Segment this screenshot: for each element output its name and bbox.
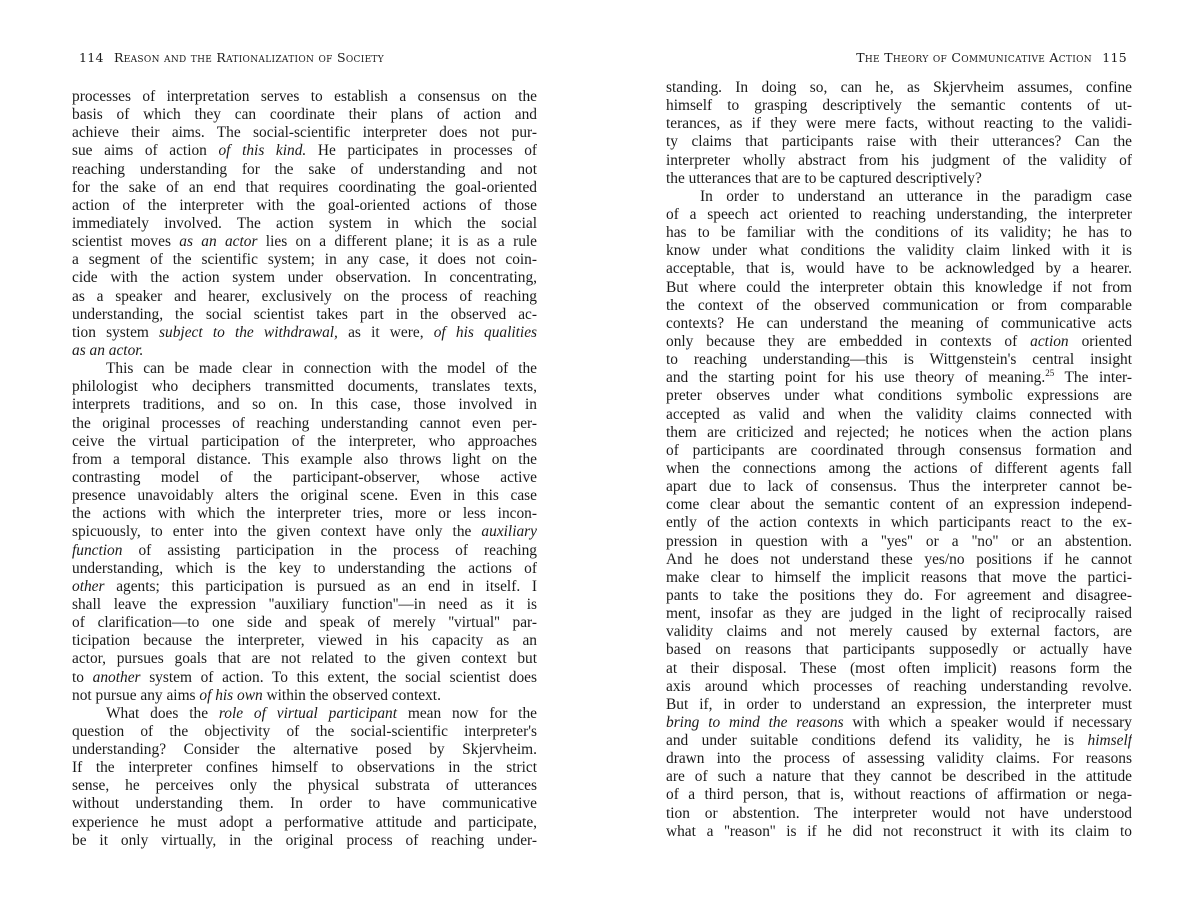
text-line: without understanding them. In order to have communicative — [72, 795, 537, 813]
text-line: ty claims that participants raise with their utterances? Can the — [666, 133, 1132, 151]
right-running-header — [856, 50, 1133, 65]
text-line: philologist who deciphers transmitted documents, translates texts, — [72, 378, 537, 396]
text-line: when the connections among the actions of different agents fall — [666, 459, 1132, 477]
text-line: sue aims of action of this kind. He participates in processes of — [72, 142, 537, 160]
text-line: What does the role of virtual participant mean now for the — [106, 704, 537, 722]
text-line: other agents; this participation is pursued as an end in itself. I — [72, 577, 537, 595]
text-line: the context of the observed communication or from comparable — [666, 296, 1132, 314]
text-line: basis of which they can coordinate their plans of action and — [72, 106, 537, 124]
right-page — [600, 0, 1199, 899]
text-line: of participants are coordinated through consensus formation and — [666, 441, 1132, 459]
text-line: processes of interpretation serves to establish a consensus on the — [72, 88, 537, 105]
text-line: make clear to himself the implicit reasons that move the partici- — [666, 568, 1132, 586]
text-line: himself to grasping descriptively the semantic contents of ut- — [666, 97, 1132, 115]
text-line: of clarification—to one side and speak of merely ''virtual'' par- — [72, 614, 537, 632]
left-running-header — [73, 50, 384, 65]
text-line: ticipation because the interpreter, viewed in his capacity as an — [72, 632, 537, 650]
text-line: what a ''reason'' is if he did not reconstruct it with its claim to — [666, 822, 1132, 840]
text-line: validity claims and not merely caused by external factors, are — [666, 623, 1132, 641]
right-body-text — [666, 79, 1132, 841]
right-page-number: 115 — [1102, 50, 1127, 65]
text-line: understanding? Consider the alternative posed by Skjervheim. — [72, 741, 537, 759]
left-header-title: Reason and the Rationalization of Society — [114, 50, 384, 65]
text-line: And he does not understand these yes/no positions if he cannot — [666, 550, 1132, 568]
text-line: preter observes under what conditions symbolic expressions are — [666, 387, 1132, 405]
text-line: the actions with which the interpreter tries, more or less incon- — [72, 505, 537, 523]
left-body-text — [72, 88, 537, 850]
text-line: as a speaker and hearer, exclusively on the process of reaching — [72, 287, 537, 305]
text-line: and under suitable conditions defend its validity, he is himself — [666, 732, 1132, 750]
text-line: interprets traditions, and so on. In this case, those involved in — [72, 396, 537, 414]
text-line: interpreter wholly abstract from his judgment of the validity of — [666, 151, 1132, 169]
text-line: and the starting point for his use theory of meaning.$^{25}$ The inter- — [666, 369, 1132, 387]
text-line: spicuously, to enter into the given context have only the auxiliary — [72, 523, 537, 541]
text-line: from a temporal distance. This example also throws light on the — [72, 450, 537, 468]
text-line: shall leave the expression ''auxiliary function''—in need as it is — [72, 595, 537, 613]
text-line: pression in question with a ''yes'' or a ''no'' or an abstention. — [666, 532, 1132, 550]
text-line: to reaching understanding—this is Wittgenstein's central insight — [666, 351, 1132, 369]
text-line: tion or abstention. The interpreter would not have understood — [666, 804, 1132, 822]
text-line: cide with the action system under observation. In concentrating, — [72, 269, 537, 287]
text-line: the utterances that are to be captured descriptively? — [666, 169, 982, 187]
text-line: bring to mind the reasons with which a speaker would if necessary — [666, 713, 1132, 731]
text-line: This can be made clear in connection with the model of the — [106, 360, 537, 378]
text-line: standing. In doing so, can he, as Skjervheim assumes, confine — [666, 79, 1132, 96]
text-line: ently of the action contexts in which participants react to the ex- — [666, 514, 1132, 532]
text-line: a segment of the scientific system; in any case, it does not coin- — [72, 251, 537, 269]
text-line: understanding, which is the key to understanding the actions of — [72, 559, 537, 577]
right-header-title: The Theory of Communicative Action — [856, 50, 1092, 65]
text-line: apart due to lack of consensus. Thus the interpreter cannot be- — [666, 478, 1132, 496]
text-line: ceive the virtual participation of the interpreter, who approaches — [72, 432, 537, 450]
text-line: If the interpreter confines himself to observations in the strict — [72, 759, 537, 777]
text-line: has to be familiar with the conditions of its validity; he has to — [666, 224, 1132, 242]
text-line: them are criticized and rejected; he notices when the action plans — [666, 423, 1132, 441]
text-line: achieve their aims. The social-scientific interpreter does not pur- — [72, 124, 537, 142]
text-line: only because they are embedded in contexts of action oriented — [666, 332, 1132, 350]
text-line: function of assisting participation in the process of reaching — [72, 541, 537, 559]
text-line: to another system of action. To this extent, the social scientist does — [72, 668, 537, 686]
text-line: axis around which processes of reaching understanding revolve. — [666, 677, 1132, 695]
text-line: understanding, the social scientist takes part in the observed ac- — [72, 305, 537, 323]
text-line: action of the interpreter with the goal-oriented actions of those — [72, 196, 537, 214]
text-line: ment, insofar as they are judged in the light of reciprocally raised — [666, 605, 1132, 623]
text-line: be it only virtually, in the original process of reaching under- — [72, 831, 537, 849]
text-line: experience he must adopt a performative attitude and participate, — [72, 813, 537, 831]
text-line: presence unavoidably alters the original scene. Even in this case — [72, 487, 537, 505]
text-line: accepted as valid and when the validity claims connected with — [666, 405, 1132, 423]
text-line: the original processes of reaching understanding cannot even per- — [72, 414, 537, 432]
text-line: of a speech act oriented to reaching understanding, the interpreter — [666, 205, 1132, 223]
text-line: as an actor. — [72, 341, 144, 359]
text-line: contrasting model of the participant-observer, whose active — [72, 468, 537, 486]
text-line: based on reasons that participants supposedly or actually have — [666, 641, 1132, 659]
text-line: reaching understanding for the sake of understanding and not — [72, 160, 537, 178]
text-line: tion system subject to the withdrawal, as it were, of his qualities — [72, 323, 537, 341]
text-line: know under what conditions the validity claim linked with it is — [666, 242, 1132, 260]
text-line: sense, he perceives only the physical substrata of utterances — [72, 777, 537, 795]
text-line: for the sake of an end that requires coordinating the goal-oriented — [72, 178, 537, 196]
text-line: of a third person, that is, without reactions of affirmation or nega- — [666, 786, 1132, 804]
text-line: But if, in order to understand an expression, the interpreter must — [666, 695, 1132, 713]
text-line: acceptable, that is, would have to be acknowledged by a hearer. — [666, 260, 1132, 278]
text-line: But where could the interpreter obtain this knowledge if not from — [666, 278, 1132, 296]
text-line: scientist moves as an actor lies on a different plane; it is as a rule — [72, 233, 537, 251]
text-line: come clear about the semantic content of an expression independ- — [666, 496, 1132, 514]
text-line: question of the objectivity of the social-scientific interpreter's — [72, 722, 537, 740]
text-line: at their disposal. These (most often implicit) reasons form the — [666, 659, 1132, 677]
left-page-number: 114 — [79, 50, 104, 65]
text-line: contexts? He can understand the meaning of communicative acts — [666, 314, 1132, 332]
text-line: drawn into the process of assessing validity claims. For reasons — [666, 750, 1132, 768]
text-line: actor, pursues goals that are not related to the given context but — [72, 650, 537, 668]
text-line: not pursue any aims of his own within the observed context. — [72, 686, 441, 704]
text-line: pants to take the positions they do. For agreement and disagree- — [666, 586, 1132, 604]
text-line: In order to understand an utterance in the paradigm case — [700, 187, 1132, 205]
text-line: immediately involved. The action system in which the social — [72, 214, 537, 232]
text-line: are of such a nature that they cannot be described in the attitude — [666, 768, 1132, 786]
text-line: terances, as if they were mere facts, without reacting to the validi- — [666, 115, 1132, 133]
